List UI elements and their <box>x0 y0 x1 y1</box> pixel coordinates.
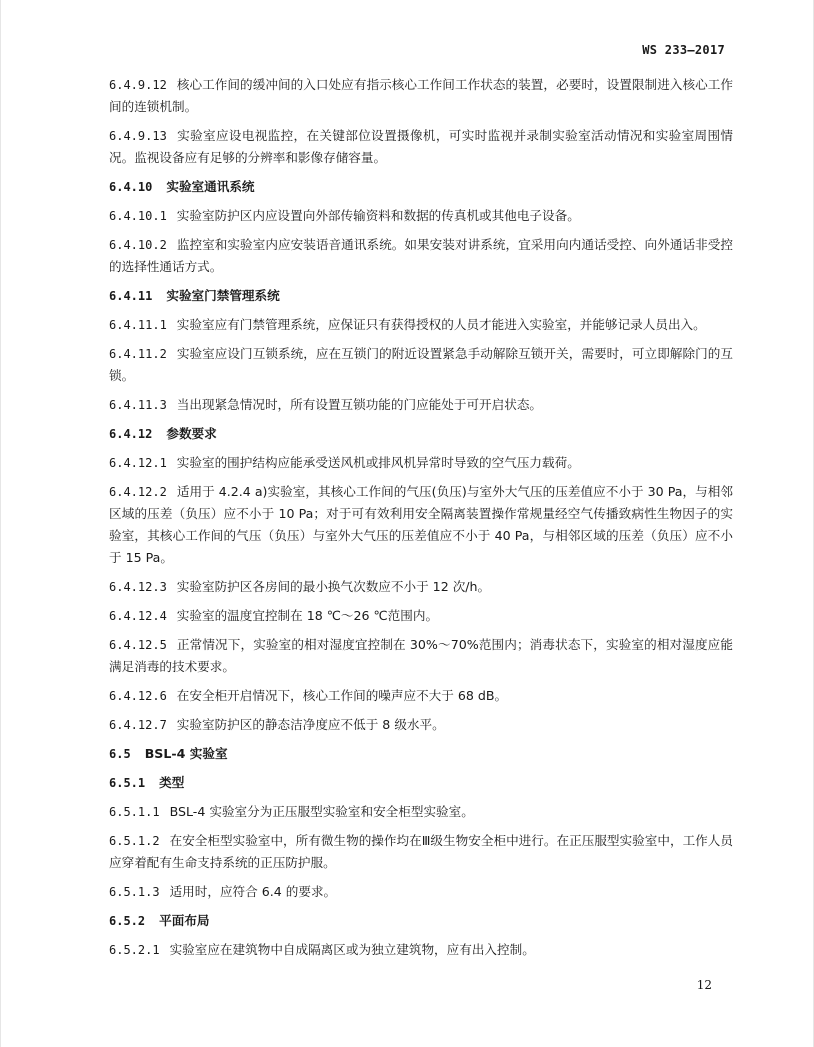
clause-text: 在安全柜型实验室中，所有微生物的操作均在Ⅲ级生物安全柜中进行。在正压服型实验室中，工作人员应穿着配有生命支持系统的正压防护服。 <box>109 833 733 870</box>
clause-number: 6.5 <box>109 747 131 761</box>
clause-number: 6.5.1 <box>109 776 146 790</box>
clause-paragraph <box>109 234 733 278</box>
clause-paragraph <box>109 685 733 707</box>
clause-number: 6.4.11.3 <box>109 398 167 412</box>
section-heading <box>109 423 733 445</box>
clause-text: BSL-4 实验室分为正压服型实验室和安全柜型实验室。 <box>169 804 474 819</box>
clause-text: 实验室防护区内应设置向外部传输资料和数据的传真机或其他电子设备。 <box>176 208 580 223</box>
heading-text: 参数要求 <box>166 426 217 441</box>
clause-text: 在安全柜开启情况下，核心工作间的噪声应不大于 68 dB。 <box>176 688 508 703</box>
clause-number: 6.4.12.7 <box>109 718 167 732</box>
clause-text: 实验室的围护结构应能承受送风机或排风机异常时导致的空气压力载荷。 <box>176 455 580 470</box>
clause-number: 6.4.11 <box>109 289 153 303</box>
clause-text: 实验室防护区各房间的最小换气次数应不小于 12 次/h。 <box>176 579 491 594</box>
section-heading <box>109 772 733 794</box>
clause-number: 6.4.10 <box>109 180 153 194</box>
document-code: WS 233—2017 <box>642 43 725 57</box>
clause-text: 核心工作间的缓冲间的入口处应有指示核心工作间工作状态的装置，必要时，设置限制进入核心工作间的连锁机制。 <box>109 77 733 114</box>
section-heading <box>109 910 733 932</box>
clause-text: 实验室应设门互锁系统，应在互锁门的附近设置紧急手动解除互锁开关，需要时，可立即解除门的互锁。 <box>109 346 733 383</box>
clause-number: 6.4.12.5 <box>109 638 167 652</box>
clause-text: 实验室的温度宜控制在 18 ℃～26 ℃范围内。 <box>176 608 439 623</box>
heading-text: BSL-4 实验室 <box>144 746 228 761</box>
clause-number: 6.4.9.12 <box>109 78 167 92</box>
clause-paragraph <box>109 481 733 569</box>
clause-number: 6.5.1.1 <box>109 805 160 819</box>
clause-number: 6.4.12.4 <box>109 609 167 623</box>
heading-text: 实验室门禁管理系统 <box>166 288 280 303</box>
clause-number: 6.4.10.2 <box>109 238 167 252</box>
section-heading <box>109 176 733 198</box>
clause-text: 正常情况下，实验室的相对湿度宜控制在 30%～70%范围内；消毒状态下，实验室的相对湿度应能满足消毒的技术要求。 <box>109 637 733 674</box>
clause-text: 实验室应有门禁管理系统，应保证只有获得授权的人员才能进入实验室，并能够记录人员出入。 <box>176 317 706 332</box>
clause-paragraph <box>109 634 733 678</box>
heading-text: 类型 <box>159 775 185 790</box>
clause-number: 6.4.9.13 <box>109 129 167 143</box>
section-heading <box>109 743 733 765</box>
clause-text: 适用于 4.2.4 a)实验室，其核心工作间的气压(负压)与室外大气压的压差值应不小于 30 Pa，与相邻区域的压差（负压）应不小于 10 Pa；对于可有效利用安全隔离装置操作常规量经空气传播致病性生物因子的实验室，其核心工作间的气压（负压）与室外大气压的压差值应不小于 40 Pa，与相邻区域的压差（负压）应不小于 15 Pa。 <box>109 484 733 565</box>
document-body <box>109 74 733 968</box>
clause-paragraph <box>109 205 733 227</box>
clause-number: 6.4.12.1 <box>109 456 167 470</box>
clause-paragraph <box>109 939 733 961</box>
clause-number: 6.4.12.2 <box>109 485 167 499</box>
clause-paragraph <box>109 881 733 903</box>
clause-paragraph <box>109 714 733 736</box>
clause-paragraph <box>109 801 733 823</box>
clause-text: 适用时，应符合 6.4 的要求。 <box>169 884 337 899</box>
heading-text: 实验室通讯系统 <box>166 179 255 194</box>
heading-text: 平面布局 <box>159 913 210 928</box>
clause-paragraph <box>109 394 733 416</box>
clause-text: 监控室和实验室内应安装语音通讯系统。如果安装对讲系统，宜采用向内通话受控、向外通话非受控的选择性通话方式。 <box>109 237 733 274</box>
clause-paragraph <box>109 314 733 336</box>
clause-number: 6.4.10.1 <box>109 209 167 223</box>
clause-text: 当出现紧急情况时，所有设置互锁功能的门应能处于可开启状态。 <box>176 397 543 412</box>
clause-number: 6.5.1.2 <box>109 834 160 848</box>
clause-text: 实验室应在建筑物中自成隔离区或为独立建筑物，应有出入控制。 <box>169 942 535 957</box>
clause-number: 6.4.12 <box>109 427 153 441</box>
clause-text: 实验室防护区的静态洁净度应不低于 8 级水平。 <box>176 717 445 732</box>
clause-number: 6.5.2 <box>109 914 146 928</box>
clause-text: 实验室应设电视监控，在关键部位设置摄像机，可实时监视并录制实验室活动情况和实验室周围情况。监视设备应有足够的分辨率和影像存储容量。 <box>109 128 733 165</box>
clause-paragraph <box>109 343 733 387</box>
clause-paragraph <box>109 605 733 627</box>
clause-paragraph <box>109 452 733 474</box>
clause-paragraph <box>109 125 733 169</box>
clause-number: 6.4.12.3 <box>109 580 167 594</box>
clause-paragraph <box>109 830 733 874</box>
clause-number: 6.5.2.1 <box>109 943 160 957</box>
clause-number: 6.4.12.6 <box>109 689 167 703</box>
clause-number: 6.5.1.3 <box>109 885 160 899</box>
clause-paragraph <box>109 74 733 118</box>
page-number: 12 <box>696 978 712 992</box>
clause-paragraph <box>109 576 733 598</box>
section-heading <box>109 285 733 307</box>
clause-number: 6.4.11.2 <box>109 347 167 361</box>
clause-number: 6.4.11.1 <box>109 318 167 332</box>
